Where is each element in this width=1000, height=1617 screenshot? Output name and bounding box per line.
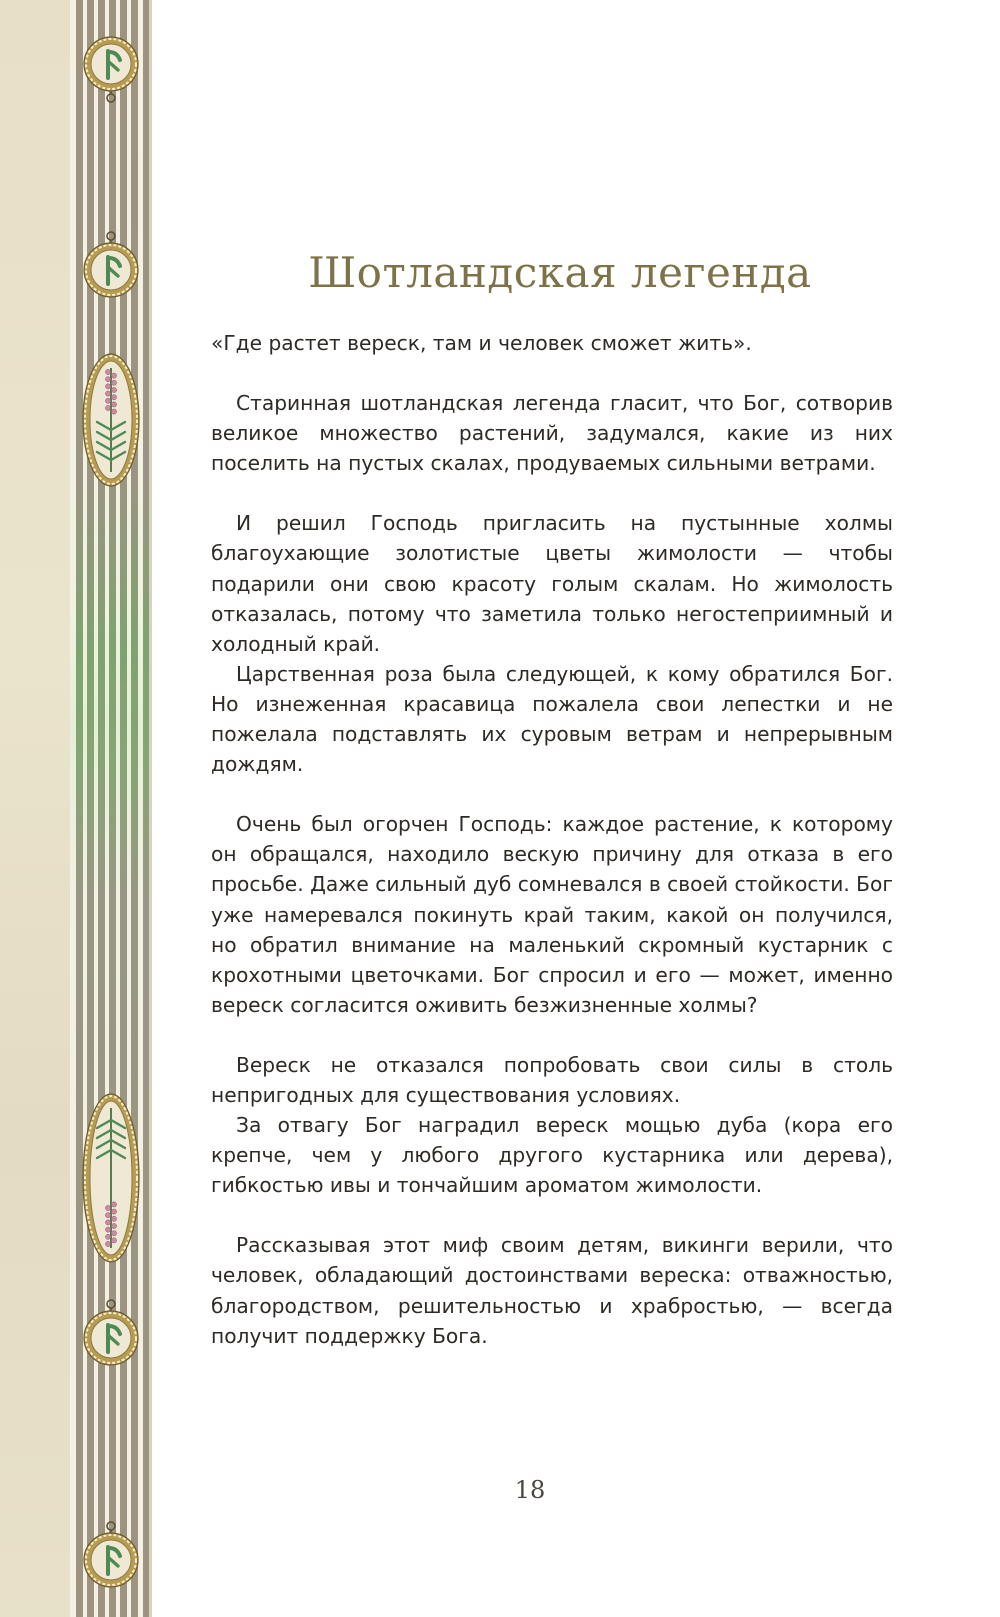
paragraph: За отвагу Бог наградил вереск мощью дуба (кора его крепче, чем у любого другого кустарника или дерева), гибкостью ивы и тончайшим ароматом жимолости. — [211, 1113, 893, 1198]
paper-margin — [0, 0, 70, 1617]
paragraph: Рассказывая этот миф своим детям, викинги верили, что человек, обладающий достоинствами вереска: отважностью, благородством, решительностью и храбростью, — всегда получит поддержку Бога. — [211, 1233, 893, 1348]
border-stripe — [131, 0, 138, 1617]
border-stripe — [83, 0, 87, 1617]
border-stripe — [70, 0, 76, 1617]
border-stripe — [138, 0, 143, 1617]
border-stripe — [94, 0, 98, 1617]
border-stripe — [76, 0, 83, 1617]
page-title: Шотландская легенда — [308, 248, 812, 297]
paragraph: Старинная шотландская легенда гласит, что Бог, сотворив великое множество растений, задумался, какие из них поселить на пустых скалах, продуваемых сильными ветрами. — [211, 391, 893, 476]
epigraph: «Где растет вереск, там и человек сможет жить». — [211, 331, 752, 355]
heather-medallion-icon — [83, 1094, 139, 1262]
border-stripe — [143, 0, 149, 1617]
border-stripe — [120, 0, 127, 1617]
border-stripe — [116, 0, 120, 1617]
paragraph: Вереск не отказался попробовать свои силы в столь непригодных для существования условиях. — [211, 1052, 893, 1107]
story-text — [211, 328, 893, 1351]
border-stripe — [98, 0, 105, 1617]
paragraph: Царственная роза была следующей, к кому обратился Бог. Но изнеженная красавица пожалела свои лепестки и не пожелала подставлять их суровым ветрам и непрерывным дождям. — [211, 661, 893, 777]
border-stripe — [149, 0, 152, 1617]
border-stripe — [87, 0, 94, 1617]
paragraph: Очень был огорчен Господь: каждое растение, к которому он обращался, находило вескую причину для отказа в его просьбе. Даже сильный дуб сомневался в своей стойкости. Бог уже намеревался покинуть край таким, какой он получился, но обратил внимание на маленький скромный кустарник с крохотными цветочками. Бог спросил и его — может, именно вереск согласится оживить безжизненные холмы? — [211, 812, 893, 1017]
paragraph: И решил Господь пригласить на пустынные холмы благоухающие золотистые цветы жимолости — чтобы подарили они свою красоту голым скалам. Но жимолость отказалась, потому что заметила только негостеприимный и холодный край. — [211, 511, 893, 656]
heather-medallion-icon — [83, 354, 139, 486]
border-stripe — [127, 0, 131, 1617]
decorative-border — [70, 0, 152, 1617]
page-number: 18 — [514, 1476, 546, 1504]
